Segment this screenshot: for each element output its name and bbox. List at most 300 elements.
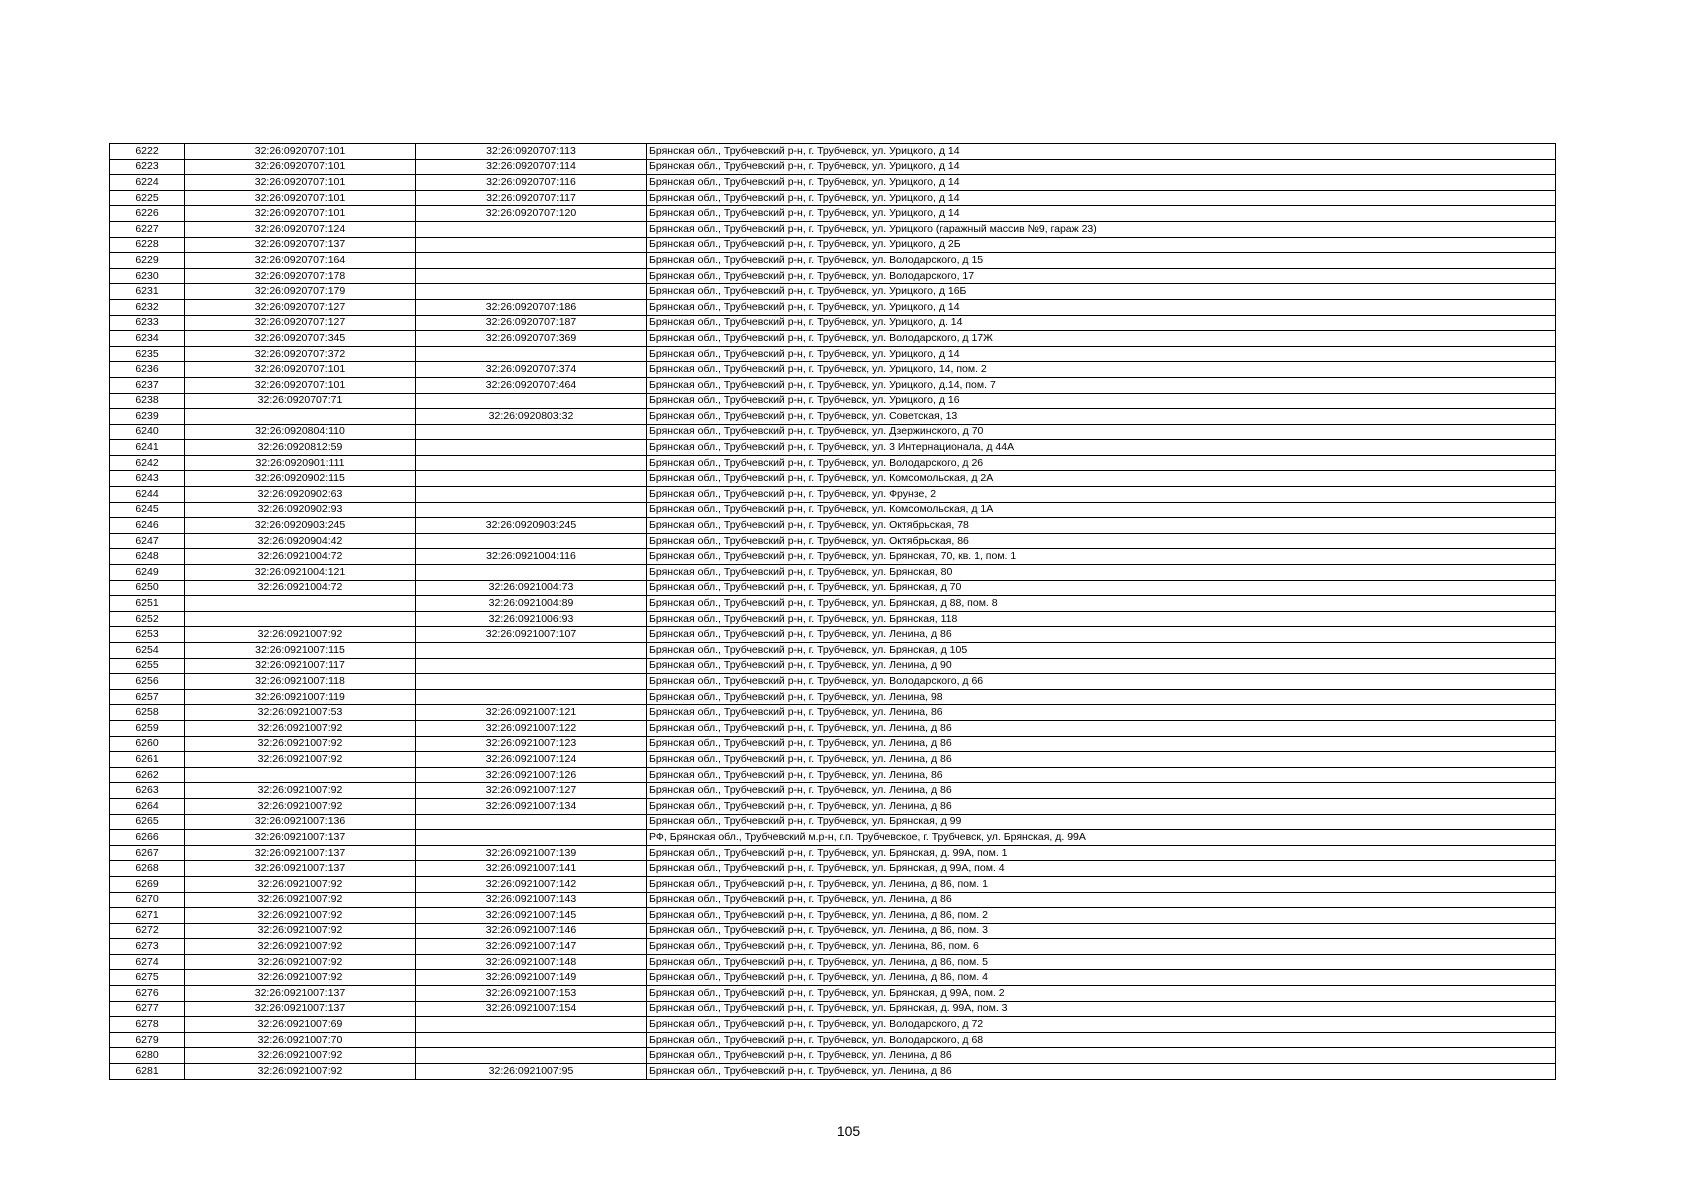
row-number-cell: 6274 <box>110 954 185 970</box>
object-cadastral-number-cell <box>416 1032 647 1048</box>
table-row <box>110 424 1556 440</box>
parent-cadastral-number-cell: 32:26:0921007:137 <box>185 861 416 877</box>
row-number-cell: 6264 <box>110 798 185 814</box>
table-row <box>110 440 1556 456</box>
parent-cadastral-number-cell: 32:26:0921007:117 <box>185 658 416 674</box>
table-row <box>110 159 1556 175</box>
table-row <box>110 611 1556 627</box>
table-row <box>110 331 1556 347</box>
object-cadastral-number-cell: 32:26:0921004:89 <box>416 596 647 612</box>
table-row <box>110 861 1556 877</box>
object-cadastral-number-cell: 32:26:0921007:148 <box>416 954 647 970</box>
address-cell: Брянская обл., Трубчевский р-н, г. Трубчевск, ул. Ленина, д 86 <box>647 783 1556 799</box>
row-number-cell: 6258 <box>110 705 185 721</box>
table-row <box>110 767 1556 783</box>
object-cadastral-number-cell: 32:26:0920707:186 <box>416 299 647 315</box>
table-row <box>110 190 1556 206</box>
address-cell: Брянская обл., Трубчевский р-н, г. Трубчевск, ул. Брянская, д 99 <box>647 814 1556 830</box>
parent-cadastral-number-cell: 32:26:0921007:69 <box>185 1017 416 1033</box>
row-number-cell: 6256 <box>110 674 185 690</box>
row-number-cell: 6250 <box>110 580 185 596</box>
object-cadastral-number-cell: 32:26:0921004:116 <box>416 549 647 565</box>
parent-cadastral-number-cell <box>185 596 416 612</box>
row-number-cell: 6232 <box>110 299 185 315</box>
table-row <box>110 596 1556 612</box>
object-cadastral-number-cell <box>416 487 647 503</box>
object-cadastral-number-cell: 32:26:0920707:120 <box>416 206 647 222</box>
row-number-cell: 6234 <box>110 331 185 347</box>
register-table-body <box>110 144 1556 1080</box>
table-row <box>110 518 1556 534</box>
row-number-cell: 6253 <box>110 627 185 643</box>
row-number-cell: 6229 <box>110 253 185 269</box>
parent-cadastral-number-cell: 32:26:0921007:137 <box>185 1001 416 1017</box>
object-cadastral-number-cell: 32:26:0920707:113 <box>416 144 647 160</box>
row-number-cell: 6259 <box>110 720 185 736</box>
object-cadastral-number-cell <box>416 658 647 674</box>
object-cadastral-number-cell: 32:26:0920707:369 <box>416 331 647 347</box>
object-cadastral-number-cell: 32:26:0921007:153 <box>416 986 647 1002</box>
table-row <box>110 144 1556 160</box>
table-row <box>110 455 1556 471</box>
row-number-cell: 6261 <box>110 752 185 768</box>
table-row <box>110 175 1556 191</box>
row-number-cell: 6277 <box>110 1001 185 1017</box>
row-number-cell: 6275 <box>110 970 185 986</box>
row-number-cell: 6268 <box>110 861 185 877</box>
table-row <box>110 939 1556 955</box>
object-cadastral-number-cell <box>416 689 647 705</box>
object-cadastral-number-cell: 32:26:0921007:147 <box>416 939 647 955</box>
row-number-cell: 6255 <box>110 658 185 674</box>
row-number-cell: 6245 <box>110 502 185 518</box>
object-cadastral-number-cell: 32:26:0920707:187 <box>416 315 647 331</box>
parent-cadastral-number-cell: 32:26:0921007:92 <box>185 1048 416 1064</box>
address-cell: Брянская обл., Трубчевский р-н, г. Трубчевск, ул. Урицкого, 14, пом. 2 <box>647 362 1556 378</box>
object-cadastral-number-cell: 32:26:0921007:124 <box>416 752 647 768</box>
address-cell: Брянская обл., Трубчевский р-н, г. Трубчевск, ул. Октябрьская, 86 <box>647 533 1556 549</box>
address-cell: Брянская обл., Трубчевский р-н, г. Трубчевск, ул. Ленина, д 86 <box>647 1064 1556 1080</box>
table-row <box>110 206 1556 222</box>
parent-cadastral-number-cell: 32:26:0921004:72 <box>185 580 416 596</box>
object-cadastral-number-cell <box>416 440 647 456</box>
parent-cadastral-number-cell: 32:26:0920707:101 <box>185 377 416 393</box>
table-row <box>110 565 1556 581</box>
row-number-cell: 6240 <box>110 424 185 440</box>
address-cell: Брянская обл., Трубчевский р-н, г. Трубчевск, ул. Урицкого, д 14 <box>647 299 1556 315</box>
address-cell: Брянская обл., Трубчевский р-н, г. Трубчевск, ул. Ленина, д 86 <box>647 627 1556 643</box>
address-cell: Брянская обл., Трубчевский р-н, г. Трубчевск, ул. Комсомольская, д 1А <box>647 502 1556 518</box>
address-cell: Брянская обл., Трубчевский р-н, г. Трубчевск, ул. Ленина, д 86 <box>647 798 1556 814</box>
row-number-cell: 6241 <box>110 440 185 456</box>
row-number-cell: 6271 <box>110 908 185 924</box>
address-cell: Брянская обл., Трубчевский р-н, г. Трубчевск, ул. Володарского, д 68 <box>647 1032 1556 1048</box>
parent-cadastral-number-cell: 32:26:0921007:137 <box>185 845 416 861</box>
address-cell: Брянская обл., Трубчевский р-н, г. Трубчевск, ул. Урицкого, д.14, пом. 7 <box>647 377 1556 393</box>
row-number-cell: 6246 <box>110 518 185 534</box>
parent-cadastral-number-cell: 32:26:0921007:119 <box>185 689 416 705</box>
object-cadastral-number-cell <box>416 424 647 440</box>
object-cadastral-number-cell <box>416 455 647 471</box>
parent-cadastral-number-cell: 32:26:0921007:92 <box>185 876 416 892</box>
address-cell: Брянская обл., Трубчевский р-н, г. Трубчевск, ул. Фрунзе, 2 <box>647 487 1556 503</box>
row-number-cell: 6224 <box>110 175 185 191</box>
parent-cadastral-number-cell: 32:26:0921007:137 <box>185 830 416 846</box>
address-cell: Брянская обл., Трубчевский р-н, г. Трубчевск, ул. Ленина, д 86 <box>647 892 1556 908</box>
object-cadastral-number-cell <box>416 471 647 487</box>
row-number-cell: 6270 <box>110 892 185 908</box>
parent-cadastral-number-cell: 32:26:0921007:92 <box>185 970 416 986</box>
table-row <box>110 1064 1556 1080</box>
object-cadastral-number-cell: 32:26:0921007:149 <box>416 970 647 986</box>
address-cell: Брянская обл., Трубчевский р-н, г. Трубчевск, ул. Володарского, 17 <box>647 268 1556 284</box>
parent-cadastral-number-cell: 32:26:0920903:245 <box>185 518 416 534</box>
address-cell: Брянская обл., Трубчевский р-н, г. Трубчевск, ул. Ленина, д 90 <box>647 658 1556 674</box>
object-cadastral-number-cell: 32:26:0921007:141 <box>416 861 647 877</box>
row-number-cell: 6257 <box>110 689 185 705</box>
parent-cadastral-number-cell: 32:26:0921007:92 <box>185 627 416 643</box>
table-row <box>110 658 1556 674</box>
object-cadastral-number-cell: 32:26:0920903:245 <box>416 518 647 534</box>
address-cell: Брянская обл., Трубчевский р-н, г. Трубчевск, ул. Володарского, д 17Ж <box>647 331 1556 347</box>
row-number-cell: 6266 <box>110 830 185 846</box>
address-cell: Брянская обл., Трубчевский р-н, г. Трубчевск, ул. Ленина, д 86 <box>647 720 1556 736</box>
table-row <box>110 253 1556 269</box>
parent-cadastral-number-cell: 32:26:0920707:127 <box>185 299 416 315</box>
parent-cadastral-number-cell: 32:26:0921007:92 <box>185 752 416 768</box>
object-cadastral-number-cell: 32:26:0921007:107 <box>416 627 647 643</box>
table-row <box>110 471 1556 487</box>
parent-cadastral-number-cell: 32:26:0921007:92 <box>185 923 416 939</box>
row-number-cell: 6273 <box>110 939 185 955</box>
object-cadastral-number-cell: 32:26:0920707:464 <box>416 377 647 393</box>
row-number-cell: 6237 <box>110 377 185 393</box>
parent-cadastral-number-cell: 32:26:0920707:101 <box>185 175 416 191</box>
parent-cadastral-number-cell: 32:26:0920707:101 <box>185 159 416 175</box>
parent-cadastral-number-cell: 32:26:0920902:115 <box>185 471 416 487</box>
object-cadastral-number-cell <box>416 565 647 581</box>
row-number-cell: 6269 <box>110 876 185 892</box>
table-row <box>110 643 1556 659</box>
parent-cadastral-number-cell: 32:26:0920707:101 <box>185 190 416 206</box>
table-row <box>110 533 1556 549</box>
parent-cadastral-number-cell: 32:26:0920707:71 <box>185 393 416 409</box>
row-number-cell: 6235 <box>110 346 185 362</box>
parent-cadastral-number-cell: 32:26:0921007:92 <box>185 720 416 736</box>
address-cell: Брянская обл., Трубчевский р-н, г. Трубчевск, ул. Ленина, д 86 <box>647 736 1556 752</box>
row-number-cell: 6278 <box>110 1017 185 1033</box>
table-row <box>110 830 1556 846</box>
object-cadastral-number-cell: 32:26:0921007:122 <box>416 720 647 736</box>
address-cell: Брянская обл., Трубчевский р-н, г. Трубчевск, ул. Ленина, д 86, пом. 4 <box>647 970 1556 986</box>
parent-cadastral-number-cell: 32:26:0921007:118 <box>185 674 416 690</box>
object-cadastral-number-cell: 32:26:0921007:121 <box>416 705 647 721</box>
address-cell: Брянская обл., Трубчевский р-н, г. Трубчевск, ул. Брянская, д 88, пом. 8 <box>647 596 1556 612</box>
row-number-cell: 6228 <box>110 237 185 253</box>
row-number-cell: 6225 <box>110 190 185 206</box>
address-cell: Брянская обл., Трубчевский р-н, г. Трубчевск, ул. Дзержинского, д 70 <box>647 424 1556 440</box>
object-cadastral-number-cell <box>416 393 647 409</box>
parent-cadastral-number-cell: 32:26:0920707:137 <box>185 237 416 253</box>
row-number-cell: 6263 <box>110 783 185 799</box>
row-number-cell: 6248 <box>110 549 185 565</box>
row-number-cell: 6279 <box>110 1032 185 1048</box>
object-cadastral-number-cell: 32:26:0920707:116 <box>416 175 647 191</box>
table-row <box>110 720 1556 736</box>
address-cell: Брянская обл., Трубчевский р-н, г. Трубчевск, ул. Володарского, д 15 <box>647 253 1556 269</box>
address-cell: Брянская обл., Трубчевский р-н, г. Трубчевск, ул. Брянская, д. 99А, пом. 1 <box>647 845 1556 861</box>
table-row <box>110 315 1556 331</box>
table-row <box>110 502 1556 518</box>
object-cadastral-number-cell: 32:26:0921007:95 <box>416 1064 647 1080</box>
table-row <box>110 892 1556 908</box>
table-row <box>110 362 1556 378</box>
object-cadastral-number-cell: 32:26:0921007:123 <box>416 736 647 752</box>
parent-cadastral-number-cell: 32:26:0920904:42 <box>185 533 416 549</box>
address-cell: Брянская обл., Трубчевский р-н, г. Трубчевск, ул. Брянская, д 70 <box>647 580 1556 596</box>
object-cadastral-number-cell: 32:26:0920707:374 <box>416 362 647 378</box>
parent-cadastral-number-cell: 32:26:0920707:164 <box>185 253 416 269</box>
row-number-cell: 6227 <box>110 221 185 237</box>
table-row <box>110 1001 1556 1017</box>
object-cadastral-number-cell: 32:26:0921007:127 <box>416 783 647 799</box>
row-number-cell: 6280 <box>110 1048 185 1064</box>
address-cell: Брянская обл., Трубчевский р-н, г. Трубчевск, ул. Урицкого, д. 14 <box>647 315 1556 331</box>
address-cell: Брянская обл., Трубчевский р-н, г. Трубчевск, ул. Ленина, д 86 <box>647 1048 1556 1064</box>
row-number-cell: 6281 <box>110 1064 185 1080</box>
parent-cadastral-number-cell: 32:26:0920707:372 <box>185 346 416 362</box>
object-cadastral-number-cell: 32:26:0920803:32 <box>416 409 647 425</box>
table-row <box>110 1048 1556 1064</box>
table-row <box>110 783 1556 799</box>
address-cell: Брянская обл., Трубчевский р-н, г. Трубчевск, ул. Урицкого, д 2Б <box>647 237 1556 253</box>
address-cell: Брянская обл., Трубчевский р-н, г. Трубчевск, ул. Ленина, д 86, пом. 5 <box>647 954 1556 970</box>
address-cell: Брянская обл., Трубчевский р-н, г. Трубчевск, ул. Ленина, д 86, пом. 3 <box>647 923 1556 939</box>
object-cadastral-number-cell <box>416 284 647 300</box>
row-number-cell: 6231 <box>110 284 185 300</box>
table-row <box>110 954 1556 970</box>
parent-cadastral-number-cell <box>185 611 416 627</box>
cadastral-register-table <box>109 143 1556 1080</box>
table-row <box>110 299 1556 315</box>
parent-cadastral-number-cell: 32:26:0921007:92 <box>185 783 416 799</box>
table-row <box>110 487 1556 503</box>
row-number-cell: 6233 <box>110 315 185 331</box>
object-cadastral-number-cell <box>416 1017 647 1033</box>
object-cadastral-number-cell: 32:26:0921007:146 <box>416 923 647 939</box>
row-number-cell: 6267 <box>110 845 185 861</box>
object-cadastral-number-cell: 32:26:0921007:154 <box>416 1001 647 1017</box>
parent-cadastral-number-cell: 32:26:0920707:345 <box>185 331 416 347</box>
address-cell: Брянская обл., Трубчевский р-н, г. Трубчевск, ул. Ленина, 86 <box>647 767 1556 783</box>
row-number-cell: 6276 <box>110 986 185 1002</box>
parent-cadastral-number-cell: 32:26:0921004:121 <box>185 565 416 581</box>
object-cadastral-number-cell: 32:26:0920707:114 <box>416 159 647 175</box>
row-number-cell: 6222 <box>110 144 185 160</box>
address-cell: Брянская обл., Трубчевский р-н, г. Трубчевск, ул. Урицкого, д 16Б <box>647 284 1556 300</box>
parent-cadastral-number-cell: 32:26:0920902:93 <box>185 502 416 518</box>
parent-cadastral-number-cell: 32:26:0921004:72 <box>185 549 416 565</box>
table-row <box>110 736 1556 752</box>
object-cadastral-number-cell <box>416 814 647 830</box>
table-row <box>110 986 1556 1002</box>
object-cadastral-number-cell: 32:26:0920707:117 <box>416 190 647 206</box>
address-cell: Брянская обл., Трубчевский р-н, г. Трубчевск, ул. 3 Интернационала, д 44А <box>647 440 1556 456</box>
parent-cadastral-number-cell: 32:26:0920707:124 <box>185 221 416 237</box>
address-cell: Брянская обл., Трубчевский р-н, г. Трубчевск, ул. Урицкого, д 14 <box>647 206 1556 222</box>
table-row <box>110 627 1556 643</box>
parent-cadastral-number-cell: 32:26:0920804:110 <box>185 424 416 440</box>
object-cadastral-number-cell <box>416 237 647 253</box>
row-number-cell: 6265 <box>110 814 185 830</box>
object-cadastral-number-cell <box>416 674 647 690</box>
address-cell: Брянская обл., Трубчевский р-н, г. Трубчевск, ул. Ленина, 98 <box>647 689 1556 705</box>
table-row <box>110 1017 1556 1033</box>
address-cell: Брянская обл., Трубчевский р-н, г. Трубчевск, ул. Урицкого (гаражный массив №9, гараж 23) <box>647 221 1556 237</box>
parent-cadastral-number-cell: 32:26:0921007:92 <box>185 908 416 924</box>
row-number-cell: 6254 <box>110 643 185 659</box>
object-cadastral-number-cell: 32:26:0921006:93 <box>416 611 647 627</box>
table-row <box>110 908 1556 924</box>
table-row <box>110 346 1556 362</box>
parent-cadastral-number-cell: 32:26:0921007:92 <box>185 1064 416 1080</box>
address-cell: Брянская обл., Трубчевский р-н, г. Трубчевск, ул. Ленина, 86 <box>647 705 1556 721</box>
parent-cadastral-number-cell: 32:26:0921007:53 <box>185 705 416 721</box>
table-row <box>110 1032 1556 1048</box>
address-cell: Брянская обл., Трубчевский р-н, г. Трубчевск, ул. Ленина, 86, пом. 6 <box>647 939 1556 955</box>
table-row <box>110 580 1556 596</box>
parent-cadastral-number-cell <box>185 409 416 425</box>
row-number-cell: 6230 <box>110 268 185 284</box>
row-number-cell: 6251 <box>110 596 185 612</box>
address-cell: Брянская обл., Трубчевский р-н, г. Трубчевск, ул. Урицкого, д 14 <box>647 159 1556 175</box>
table-row <box>110 923 1556 939</box>
row-number-cell: 6236 <box>110 362 185 378</box>
parent-cadastral-number-cell: 32:26:0921007:136 <box>185 814 416 830</box>
table-row <box>110 284 1556 300</box>
table-row <box>110 798 1556 814</box>
address-cell: Брянская обл., Трубчевский р-н, г. Трубчевск, ул. Володарского, д 26 <box>647 455 1556 471</box>
parent-cadastral-number-cell: 32:26:0920902:63 <box>185 487 416 503</box>
parent-cadastral-number-cell: 32:26:0920707:179 <box>185 284 416 300</box>
table-row <box>110 705 1556 721</box>
address-cell: Брянская обл., Трубчевский р-н, г. Трубчевск, ул. Брянская, 118 <box>647 611 1556 627</box>
row-number-cell: 6226 <box>110 206 185 222</box>
table-row <box>110 752 1556 768</box>
parent-cadastral-number-cell: 32:26:0921007:92 <box>185 892 416 908</box>
table-row <box>110 674 1556 690</box>
parent-cadastral-number-cell: 32:26:0920707:127 <box>185 315 416 331</box>
object-cadastral-number-cell: 32:26:0921007:145 <box>416 908 647 924</box>
parent-cadastral-number-cell: 32:26:0920707:101 <box>185 362 416 378</box>
parent-cadastral-number-cell: 32:26:0921007:92 <box>185 939 416 955</box>
object-cadastral-number-cell: 32:26:0921007:126 <box>416 767 647 783</box>
row-number-cell: 6249 <box>110 565 185 581</box>
parent-cadastral-number-cell: 32:26:0921007:137 <box>185 986 416 1002</box>
address-cell: Брянская обл., Трубчевский р-н, г. Трубчевск, ул. Урицкого, д 14 <box>647 144 1556 160</box>
parent-cadastral-number-cell: 32:26:0920901:111 <box>185 455 416 471</box>
parent-cadastral-number-cell: 32:26:0920812:59 <box>185 440 416 456</box>
table-row <box>110 377 1556 393</box>
table-row <box>110 814 1556 830</box>
table-row <box>110 970 1556 986</box>
object-cadastral-number-cell: 32:26:0921007:139 <box>416 845 647 861</box>
row-number-cell: 6252 <box>110 611 185 627</box>
row-number-cell: 6272 <box>110 923 185 939</box>
table-row <box>110 409 1556 425</box>
object-cadastral-number-cell <box>416 643 647 659</box>
address-cell: Брянская обл., Трубчевский р-н, г. Трубчевск, ул. Брянская, д 105 <box>647 643 1556 659</box>
address-cell: Брянская обл., Трубчевский р-н, г. Трубчевск, ул. Брянская, д 99А, пом. 4 <box>647 861 1556 877</box>
address-cell: Брянская обл., Трубчевский р-н, г. Трубчевск, ул. Брянская, 80 <box>647 565 1556 581</box>
row-number-cell: 6247 <box>110 533 185 549</box>
object-cadastral-number-cell: 32:26:0921004:73 <box>416 580 647 596</box>
address-cell: Брянская обл., Трубчевский р-н, г. Трубчевск, ул. Комсомольская, д 2А <box>647 471 1556 487</box>
object-cadastral-number-cell <box>416 346 647 362</box>
object-cadastral-number-cell <box>416 1048 647 1064</box>
parent-cadastral-number-cell: 32:26:0921007:70 <box>185 1032 416 1048</box>
object-cadastral-number-cell <box>416 533 647 549</box>
object-cadastral-number-cell <box>416 830 647 846</box>
parent-cadastral-number-cell <box>185 767 416 783</box>
parent-cadastral-number-cell: 32:26:0921007:115 <box>185 643 416 659</box>
address-cell: Брянская обл., Трубчевский р-н, г. Трубчевск, ул. Брянская, д. 99А, пом. 3 <box>647 1001 1556 1017</box>
table-row <box>110 237 1556 253</box>
parent-cadastral-number-cell: 32:26:0921007:92 <box>185 736 416 752</box>
address-cell: Брянская обл., Трубчевский р-н, г. Трубчевск, ул. Урицкого, д 16 <box>647 393 1556 409</box>
address-cell: Брянская обл., Трубчевский р-н, г. Трубчевск, ул. Брянская, 70, кв. 1, пом. 1 <box>647 549 1556 565</box>
table-row <box>110 549 1556 565</box>
table-row <box>110 393 1556 409</box>
parent-cadastral-number-cell: 32:26:0920707:101 <box>185 206 416 222</box>
object-cadastral-number-cell <box>416 502 647 518</box>
table-row <box>110 268 1556 284</box>
address-cell: Брянская обл., Трубчевский р-н, г. Трубчевск, ул. Октябрьская, 78 <box>647 518 1556 534</box>
address-cell: Брянская обл., Трубчевский р-н, г. Трубчевск, ул. Ленина, д 86 <box>647 752 1556 768</box>
parent-cadastral-number-cell: 32:26:0920707:178 <box>185 268 416 284</box>
row-number-cell: 6242 <box>110 455 185 471</box>
parent-cadastral-number-cell: 32:26:0921007:92 <box>185 954 416 970</box>
address-cell: Брянская обл., Трубчевский р-н, г. Трубчевск, ул. Советская, 13 <box>647 409 1556 425</box>
row-number-cell: 6239 <box>110 409 185 425</box>
object-cadastral-number-cell: 32:26:0921007:142 <box>416 876 647 892</box>
address-cell: РФ, Брянская обл., Трубчевский м.р-н, г.п. Трубчевское, г. Трубчевск, ул. Брянская, д. 99А <box>647 830 1556 846</box>
address-cell: Брянская обл., Трубчевский р-н, г. Трубчевск, ул. Урицкого, д 14 <box>647 175 1556 191</box>
object-cadastral-number-cell: 32:26:0921007:143 <box>416 892 647 908</box>
address-cell: Брянская обл., Трубчевский р-н, г. Трубчевск, ул. Ленина, д 86, пом. 1 <box>647 876 1556 892</box>
address-cell: Брянская обл., Трубчевский р-н, г. Трубчевск, ул. Урицкого, д 14 <box>647 190 1556 206</box>
table-row <box>110 876 1556 892</box>
row-number-cell: 6238 <box>110 393 185 409</box>
row-number-cell: 6243 <box>110 471 185 487</box>
row-number-cell: 6262 <box>110 767 185 783</box>
object-cadastral-number-cell: 32:26:0921007:134 <box>416 798 647 814</box>
table-row <box>110 845 1556 861</box>
address-cell: Брянская обл., Трубчевский р-н, г. Трубчевск, ул. Володарского, д 66 <box>647 674 1556 690</box>
table-row <box>110 689 1556 705</box>
parent-cadastral-number-cell: 32:26:0921007:92 <box>185 798 416 814</box>
table-row <box>110 221 1556 237</box>
object-cadastral-number-cell <box>416 253 647 269</box>
page-number: 105 <box>836 1123 861 1139</box>
address-cell: Брянская обл., Трубчевский р-н, г. Трубчевск, ул. Володарского, д 72 <box>647 1017 1556 1033</box>
parent-cadastral-number-cell: 32:26:0920707:101 <box>185 144 416 160</box>
object-cadastral-number-cell <box>416 268 647 284</box>
row-number-cell: 6260 <box>110 736 185 752</box>
object-cadastral-number-cell <box>416 221 647 237</box>
row-number-cell: 6223 <box>110 159 185 175</box>
row-number-cell: 6244 <box>110 487 185 503</box>
